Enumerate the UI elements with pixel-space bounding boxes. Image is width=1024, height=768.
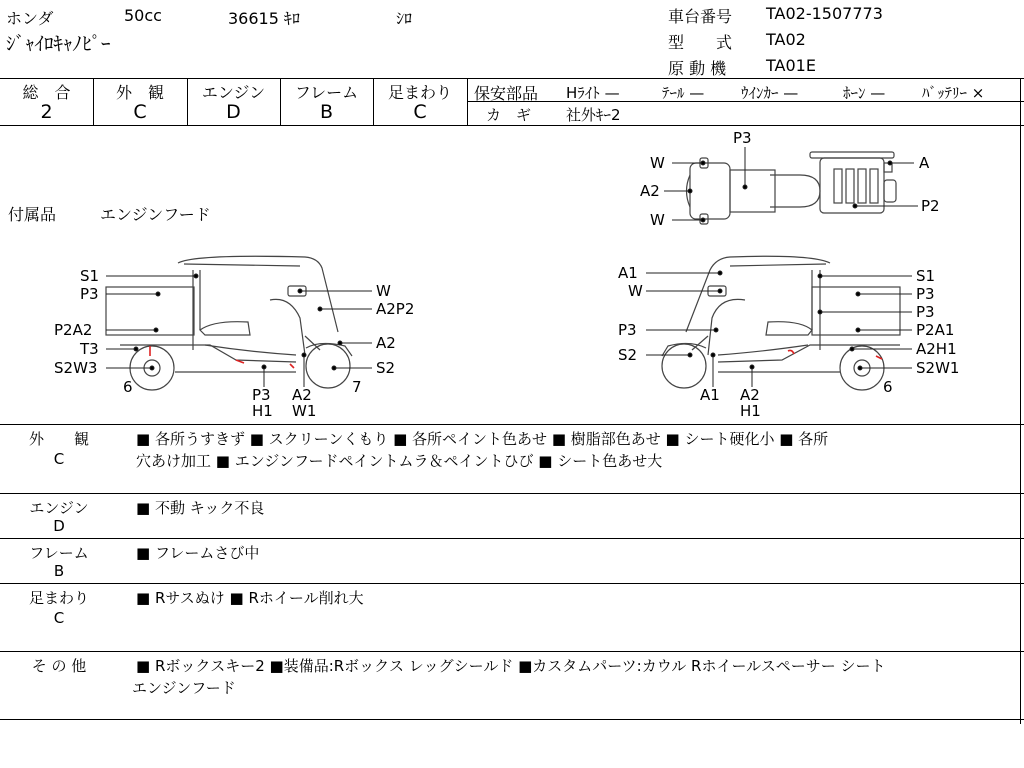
engine-label: 原 動 機 xyxy=(668,59,727,78)
vehicle-damage-diagram xyxy=(0,126,1020,424)
type-label: 型 式 xyxy=(668,33,733,52)
label-right-p3: P3 xyxy=(618,321,637,339)
grade-exterior-label: 外 観 xyxy=(115,83,164,102)
label-right-s2w1: S2W1 xyxy=(916,359,960,377)
divider xyxy=(0,538,1024,539)
key-label: カ ギ xyxy=(486,106,532,124)
label-right-6: 6 xyxy=(883,378,893,396)
divider xyxy=(1020,78,1021,724)
accessories-value: エンジンフード xyxy=(100,205,211,224)
grade-exterior-value: C xyxy=(133,101,147,123)
divider xyxy=(0,493,1024,494)
label-right-h1: H1 xyxy=(740,402,761,420)
grade-frame-value: B xyxy=(319,101,334,123)
label-right-p3r2: P3 xyxy=(916,303,935,321)
mileage: 36615 ｷﾛ xyxy=(228,9,300,28)
grade-frame-label: フレーム xyxy=(294,83,359,102)
label-left-a2b: A2 xyxy=(292,386,312,404)
grade-suspension-value: C xyxy=(413,101,427,123)
remark-frame-line-1: ■ フレームさび中 xyxy=(136,544,260,562)
model-name: ｼﾞｬｲﾛｷｬﾉﾋﾟｰ xyxy=(6,33,111,55)
grade-engine-value: D xyxy=(226,101,241,123)
remark-exterior-label: 外 観 xyxy=(28,430,89,448)
displacement: 50cc xyxy=(124,6,162,25)
grade-total-label: 総 合 xyxy=(22,83,71,102)
safety-horn: ﾎｰﾝ — xyxy=(843,84,886,102)
label-right-p3r1: P3 xyxy=(916,285,935,303)
label-left-p3: P3 xyxy=(80,285,99,303)
safety-battery: ﾊﾞｯﾃﾘｰ × xyxy=(922,84,985,102)
label-right-s2: S2 xyxy=(618,346,638,364)
remark-engine-grade: D xyxy=(53,517,65,535)
label-left-s1: S1 xyxy=(80,267,100,285)
label-left-s2: S2 xyxy=(376,359,396,377)
color: ｼﾛ xyxy=(396,9,413,28)
remark-suspension-label: 足まわり xyxy=(28,589,89,607)
grade-suspension-label: 足まわり xyxy=(387,83,452,102)
safety-headlight: Hﾗｲﾄ — xyxy=(566,84,620,102)
label-left-w1: W1 xyxy=(292,402,317,420)
label-right-a2b: A2 xyxy=(740,386,760,404)
label-left-h1: H1 xyxy=(252,402,273,420)
label-top-p2: P2 xyxy=(921,197,940,215)
remark-other-line-1: ■ Rボックスキー2 ■装備品:Rボックス レッグシールド ■カスタムパーツ:カウル Rホイールスペーサー シート xyxy=(136,657,886,675)
grade-total-value: 2 xyxy=(40,101,53,123)
remark-suspension-grade: C xyxy=(53,609,65,627)
frame-no-label: 車台番号 xyxy=(668,7,733,26)
label-top-w2: W xyxy=(650,211,665,229)
safety-title: 保安部品 xyxy=(474,84,539,103)
label-left-t3: T3 xyxy=(80,340,99,358)
divider xyxy=(0,78,1024,79)
label-right-a1b: A1 xyxy=(700,386,720,404)
divider xyxy=(0,719,1024,720)
grade-engine-label: エンジン xyxy=(201,83,266,102)
remark-frame-grade: B xyxy=(53,562,65,580)
remark-engine-label: エンジン xyxy=(29,499,89,517)
remark-suspension-line-1: ■ Rサスぬけ ■ Rホイール削れ大 xyxy=(136,589,364,607)
label-left-a2p2: A2P2 xyxy=(376,300,415,318)
safety-taillight: ﾃｰﾙ — xyxy=(662,84,705,102)
remark-exterior-grade: C xyxy=(53,450,65,468)
divider xyxy=(467,78,468,125)
accessories-label: 付属品 xyxy=(8,205,57,224)
label-left-p3b: P3 xyxy=(252,386,271,404)
label-left-7: 7 xyxy=(352,378,362,396)
label-right-a2h1: A2H1 xyxy=(916,340,957,358)
label-right-p2a1: P2A1 xyxy=(916,321,955,339)
top-view-drawing xyxy=(687,152,897,224)
key-value: 社外ｷｰ2 xyxy=(566,106,621,124)
label-top-w1: W xyxy=(650,154,665,172)
label-top-a: A xyxy=(919,154,930,172)
remark-exterior-line-2: 穴あけ加工 ■ エンジンフードペイントムラ＆ペイントひび ■ シート色あせ大 xyxy=(136,452,663,470)
frame-no-value: TA02-1507773 xyxy=(766,4,883,23)
safety-winker: ｳｲﾝｶｰ — xyxy=(741,84,799,102)
label-top-p3: P3 xyxy=(733,129,752,147)
label-left-a2: A2 xyxy=(376,334,396,352)
divider xyxy=(0,583,1024,584)
label-left-w: W xyxy=(376,282,391,300)
label-top-a2: A2 xyxy=(640,182,660,200)
divider xyxy=(0,424,1024,425)
remark-other-line-2: エンジンフード xyxy=(132,679,236,697)
remark-exterior-line-1: ■ 各所うすきず ■ スクリーンくもり ■ 各所ペイント色あせ ■ 樹脂部色あせ ■ シート硬化小 ■ 各所 xyxy=(136,430,829,448)
label-left-p2a2: P2A2 xyxy=(54,321,93,339)
remark-engine-line-1: ■ 不動 キック不良 xyxy=(136,499,265,517)
label-left-s2w3: S2W3 xyxy=(54,359,98,377)
label-right-s1: S1 xyxy=(916,267,936,285)
divider xyxy=(0,651,1024,652)
remark-frame-label: フレーム xyxy=(29,544,89,562)
label-right-a1: A1 xyxy=(618,264,638,282)
maker: ホンダ xyxy=(6,9,54,28)
label-left-6: 6 xyxy=(123,378,133,396)
type-value: TA02 xyxy=(766,30,806,49)
remark-other-label: そ の 他 xyxy=(31,657,87,675)
label-right-w: W xyxy=(628,282,643,300)
engine-value: TA01E xyxy=(766,56,816,75)
